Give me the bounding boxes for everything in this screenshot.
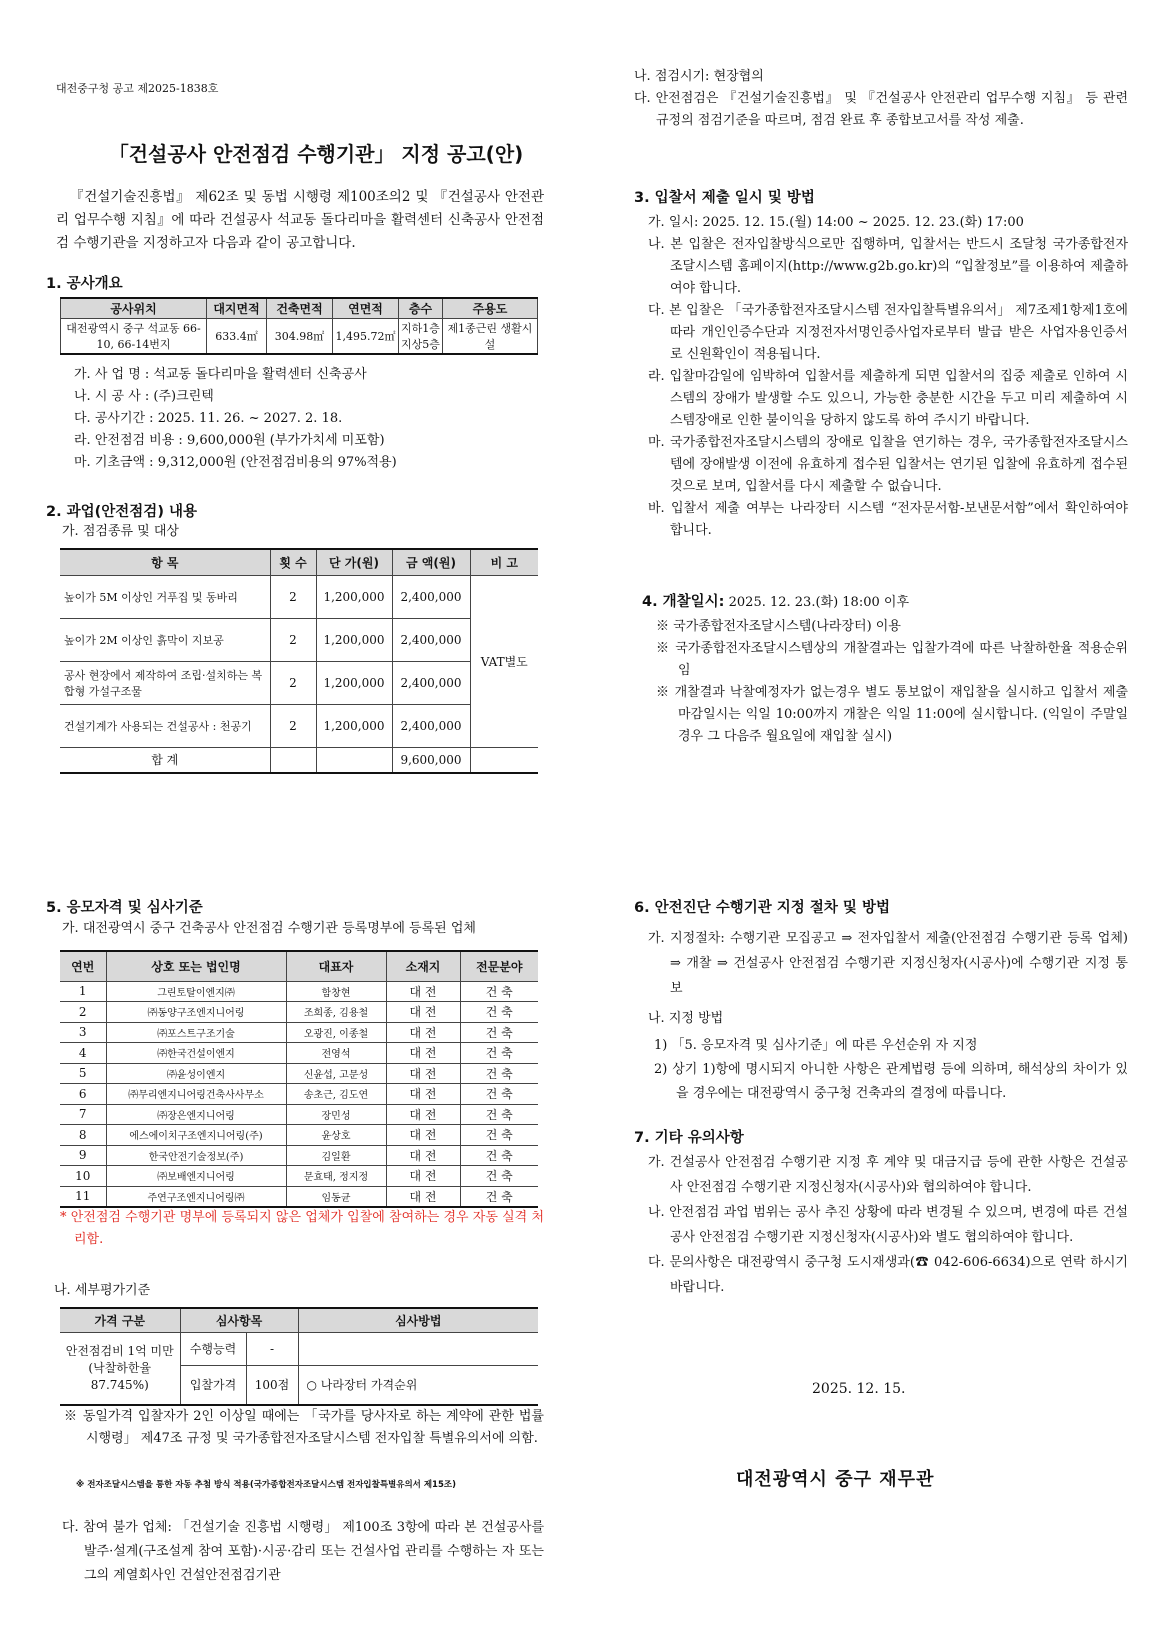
section-6-heading: 6. 안전진단 수행기관 지정 절차 및 방법 — [634, 900, 890, 916]
table-cell: 건 축 — [460, 1125, 538, 1146]
table-header: 가격 구분 — [60, 1308, 180, 1332]
section-4-heading-row — [642, 590, 909, 614]
table-cell: 6 — [60, 1084, 106, 1105]
section-3-heading: 3. 입찰서 제출 일시 및 방법 — [634, 190, 815, 206]
table-cell: 대 전 — [386, 1063, 460, 1084]
table-cell: 건설기계가 사용되는 건설공사 : 천공기 — [60, 704, 270, 747]
tie-rule-note: ※ 동일가격 입찰자가 2인 이상일 때에는 「국가를 당사자로 하는 계약에 관한 법률 시행령」 제47조 규정 및 국가종합전자조달시스템 전자입찰 특별유의서에 의함. — [64, 1409, 544, 1446]
table-cell: 건 축 — [460, 1043, 538, 1064]
table-header: 소재지 — [386, 951, 460, 981]
list-item: 2) 상기 1)항에 명시되지 아니한 사항은 관계법령 등에 의하며, 해석상의 차이가 있을 경우에는 대전광역시 중구청 건축과의 결정에 따릅니다. — [654, 1062, 1128, 1101]
evaluation-criteria-table — [60, 1307, 538, 1406]
designation-method-list — [654, 1034, 1128, 1106]
designation-procedure: 가. 지정절차: 수행기관 모집공고 ⇒ 전자입찰서 제출(안전점검 수행기관 등록 업체) ⇒ 개찰 ⇒ 건설공사 안전점검 수행기관 지정신청자(시공사)에 수행기관 지정 통보 — [648, 931, 1128, 996]
table-header: 연번 — [60, 951, 106, 981]
table-cell: 건 축 — [460, 1002, 538, 1023]
section-5-heading: 5. 응모자격 및 심사기준 — [46, 900, 203, 916]
table-cell: 대 전 — [386, 1186, 460, 1207]
section-4-heading: 4. 개찰일시: — [642, 594, 725, 610]
table-cell: 오광진, 이종철 — [286, 1022, 386, 1043]
list-item: 가. 건설공사 안전점검 수행기관 지정 후 계약 및 대금지급 등에 관한 사항은 건설공사 안전점검 수행기관 지정신청자(시공사)와 협의하여야 합니다. — [648, 1155, 1128, 1195]
table-cell: 2 — [270, 575, 316, 618]
table-cell: 임동균 — [286, 1186, 386, 1207]
table-row — [60, 1104, 538, 1125]
table-row — [60, 1022, 538, 1043]
table-cell: 1,200,000 — [316, 618, 392, 661]
table-cell: 7 — [60, 1104, 106, 1125]
list-item: ※ 개찰결과 낙찰예정자가 없는경우 별도 통보없이 재입찰을 실시하고 입찰서 제출 마감일시는 익일 10:00까지 개찰은 익일 11:00에 실시합니다. (익일이 주말일 경우 그 다음주 월요일에 재입찰 실시) — [656, 685, 1128, 744]
table-header: 비 고 — [470, 549, 538, 575]
table-cell: 대 전 — [386, 1022, 460, 1043]
table-cell: 1,495.72㎡ — [333, 318, 399, 354]
auto-lottery-note: ※ 전자조달시스템을 통한 자동 추첨 방식 적용(국가종합전자조달시스템 전자입찰특별유의서 제15조) — [76, 1480, 456, 1490]
table-cell: 4 — [60, 1043, 106, 1064]
table-cell: ㈜무리엔지니어링건축사사무소 — [106, 1084, 286, 1105]
list-item: 나. 안전점검 과업 범위는 공사 추진 상황에 따라 변경될 수 있으며, 변경에 따른 건설공사 안전점검 수행기관 지정신청자(시공사)와 별도 협의하여야 합니다. — [648, 1205, 1128, 1245]
empty-cell — [270, 747, 316, 773]
table-header: 대표자 — [286, 951, 386, 981]
table-cell: 10 — [60, 1166, 106, 1187]
table-cell: 대 전 — [386, 1084, 460, 1105]
list-item: 다. 본 입찰은 「국가종합전자조달시스템 전자입찰특별유의서」 제7조제1항제1호에 따라 개인인증수단과 지정전자서명인증사업자로부터 발급 받은 사업자용인증서로 신원확인이 적용됩니다. — [648, 303, 1128, 362]
designation-method-sub: 나. 지정 방법 — [648, 1011, 724, 1026]
table-cell: 대 전 — [386, 1104, 460, 1125]
registration-warning: * 안전점검 수행기관 명부에 등록되지 않은 업체가 입찰에 참여하는 경우 자동 실격 처리함. — [60, 1210, 544, 1247]
table-row — [60, 1002, 538, 1023]
table-cell: 신윤섭, 고문성 — [286, 1063, 386, 1084]
table-header: 공사위치 — [61, 298, 207, 318]
section-1-heading: 1. 공사개요 — [46, 276, 123, 292]
table-cell: 대 전 — [386, 1125, 460, 1146]
table-cell: 문효태, 정지정 — [286, 1166, 386, 1187]
table-cell: 대 전 — [386, 1043, 460, 1064]
table-header: 금 액(원) — [392, 549, 470, 575]
table-header: 심사방법 — [298, 1308, 538, 1332]
table-cell: 대전광역시 중구 석교동 66-10, 66-14번지 — [61, 318, 207, 354]
table-cell — [298, 1332, 538, 1365]
section-4-notes — [656, 616, 1128, 748]
table-cell: 높이가 2M 이상인 흙막이 지보공 — [60, 618, 270, 661]
table-cell: 2,400,000 — [392, 618, 470, 661]
table-row — [60, 1084, 538, 1105]
table-row — [60, 1125, 538, 1146]
eval-criteria-sub: 나. 세부평가기준 — [54, 1283, 151, 1298]
table-header: 횟 수 — [270, 549, 316, 575]
section-2-heading: 2. 과업(안전점검) 내용 — [46, 504, 198, 520]
table-cell: ㈜한국건설이엔지 — [106, 1043, 286, 1064]
table-row — [60, 981, 538, 1002]
empty-cell — [470, 747, 538, 773]
list-item: ※ 국가종합전자조달시스템상의 개찰결과는 입찰가격에 따른 낙찰하한율 적용순위임 — [656, 641, 1128, 678]
table-cell: 건 축 — [460, 1063, 538, 1084]
table-cell: ㈜보배엔지니어링 — [106, 1166, 286, 1187]
registered-firms-table — [60, 950, 538, 1208]
table-row — [60, 1186, 538, 1207]
table-cell: 2 — [270, 704, 316, 747]
table-header: 층수 — [399, 298, 443, 318]
table-cell: 건 축 — [460, 1084, 538, 1105]
section-3-list — [648, 212, 1128, 542]
table-cell: 에스에이치구조엔지니어링(주) — [106, 1125, 286, 1146]
table-header: 단 가(원) — [316, 549, 392, 575]
table-cell: 조희종, 김용철 — [286, 1002, 386, 1023]
list-item: 바. 입찰서 제출 여부는 나라장터 시스템 “전자문서함-보낸문서함”에서 확인하여야 합니다. — [648, 501, 1128, 538]
notice-number: 대전중구청 공고 제2025-1838호 — [56, 82, 219, 95]
list-item: 나. 점검시기: 현장협의 — [634, 69, 764, 84]
table-cell: 건 축 — [460, 1104, 538, 1125]
table-cell: 2,400,000 — [392, 575, 470, 618]
table-cell: 633.4㎡ — [207, 318, 267, 354]
table-header: 연면적 — [333, 298, 399, 318]
table-cell: 2 — [270, 661, 316, 704]
opening-date: 2025. 12. 23.(화) 18:00 이후 — [728, 595, 910, 610]
table-cell: 전영석 — [286, 1043, 386, 1064]
section-5-sub: 가. 대전광역시 중구 건축공사 안전점검 수행기관 등록명부에 등록된 업체 — [62, 921, 476, 936]
project-details-list — [74, 364, 544, 474]
table-cell: 윤상호 — [286, 1125, 386, 1146]
section-7-list — [648, 1150, 1128, 1300]
list-item: 다. 문의사항은 대전광역시 중구청 도시재생과(☎ 042-606-6634)으로 연락 하시기 바랍니다. — [648, 1255, 1128, 1295]
table-cell: 대 전 — [386, 981, 460, 1002]
table-cell: 100점 — [246, 1365, 298, 1405]
table-cell: 높이가 5M 이상인 거푸집 및 동바리 — [60, 575, 270, 618]
price-category-cell: 안전점검비 1억 미만 (낙찰하한율 87.745%) — [60, 1332, 180, 1405]
table-cell: 304.98㎡ — [267, 318, 333, 354]
table-cell: 9 — [60, 1145, 106, 1166]
ineligible-firms-note: 다. 참여 불가 업체: 「건설기술 진흥법 시행령」 제100조 3항에 따라 본 건설공사를 발주·설계(구조설계 참여 포함)·시공·감리 또는 건설사업 관리를 수행하는 자 또는 그의 계열회사인 건설안전점검기관 — [62, 1520, 544, 1583]
section-2-continued — [634, 66, 1128, 132]
table-cell: 11 — [60, 1186, 106, 1207]
list-item: 다. 안전점검은 『건설기술진흥법』 및 『건설공사 안전관리 업무수행 지침』 등 관련 규정의 점검기준을 따르며, 점검 완료 후 종합보고서를 작성 제출. — [634, 91, 1128, 128]
table-cell: 3 — [60, 1022, 106, 1043]
table-header: 전문분야 — [460, 951, 538, 981]
table-cell: 제1종근린 생활시설 — [443, 318, 538, 354]
table-cell: 함창현 — [286, 981, 386, 1002]
intro-paragraph: 『건설기술진흥법』 제62조 및 동법 시행령 제100조의2 및 『건설공사 안전관리 업무수행 지침』에 따라 건설공사 석교동 돌다리마을 활력센터 신축공사 안전점검 수행기관을 지정하고자 다음과 같이 공고합니다. — [56, 189, 544, 251]
firms-table-body — [60, 981, 538, 1207]
table-cell: 송초근, 김도연 — [286, 1084, 386, 1105]
list-item: 나. 본 입찰은 전자입찰방식으로만 집행하며, 입찰서는 반드시 조달청 국가종합전자조달시스템 홈페이지(http://www.g2b.go.kr)의 “입찰정보”를 이용하여 제출하여야 합니다. — [648, 237, 1128, 296]
table-cell: 공사 현장에서 제작하여 조립·설치하는 복합형 가설구조물 — [60, 661, 270, 704]
table-row — [60, 1043, 538, 1064]
table-cell: 2,400,000 — [392, 704, 470, 747]
table-header: 심사항목 — [180, 1308, 298, 1332]
inspection-items-table — [60, 548, 538, 774]
empty-cell — [316, 747, 392, 773]
table-cell: ○ 나라장터 가격순위 — [298, 1365, 538, 1405]
table-cell: 주연구조엔지니어링㈜ — [106, 1186, 286, 1207]
table-cell: 건 축 — [460, 1145, 538, 1166]
total-value: 9,600,000 — [392, 747, 470, 773]
table-cell: 1,200,000 — [316, 575, 392, 618]
table-cell: ㈜장은엔지니어링 — [106, 1104, 286, 1125]
table-header: 대지면적 — [207, 298, 267, 318]
table-cell: 그린토탈이엔지㈜ — [106, 981, 286, 1002]
issuing-authority: 대전광역시 중구 재무관 — [736, 1469, 935, 1490]
list-item: 가. 사 업 명 : 석교동 돌다리마을 활력센터 신축공사 — [74, 367, 367, 382]
list-item: 1) 「5. 응모자격 및 심사기준」에 따른 우선순위 자 지정 — [654, 1038, 978, 1053]
list-item: 가. 일시: 2025. 12. 15.(월) 14:00 ~ 2025. 12. 23.(화) 17:00 — [648, 215, 1024, 230]
list-item: 라. 입찰마감일에 임박하여 입찰서를 제출하게 되면 입찰서의 집중 제출로 인하여 시스템의 장애가 발생할 수도 있으니, 가능한 충분한 시간을 두고 미리 제출하여 시스템장애로 인한 불이익을 당하지 않도록 하여 주시기 바랍니다. — [648, 369, 1128, 428]
announcement-date: 2025. 12. 15. — [812, 1381, 906, 1397]
table-cell: 1,200,000 — [316, 661, 392, 704]
table-header: 상호 또는 법인명 — [106, 951, 286, 981]
table-header: 건축면적 — [267, 298, 333, 318]
table-row — [60, 1166, 538, 1187]
table-cell: ㈜윤성이엔지 — [106, 1063, 286, 1084]
document-title: 「건설공사 안전점검 수행기관」 지정 공고(안) — [108, 142, 524, 166]
table-header: 항 목 — [60, 549, 270, 575]
table-cell: 5 — [60, 1063, 106, 1084]
table-cell: 건 축 — [460, 1022, 538, 1043]
table-cell: - — [246, 1332, 298, 1365]
table-cell: 건 축 — [460, 1186, 538, 1207]
table-cell: 2,400,000 — [392, 661, 470, 704]
vat-note-cell: VAT별도 — [470, 575, 538, 747]
table-cell: 김일환 — [286, 1145, 386, 1166]
list-item: 마. 국가종합전자조달시스템의 장애로 입찰을 연기하는 경우, 국가종합전자조달시스템에 장애발생 이전에 유효하게 접수된 입찰서는 연기된 입찰에 유효하게 접수된 것으로 보며, 입찰서를 다시 제출할 수 없습니다. — [648, 435, 1128, 494]
table-cell: 1,200,000 — [316, 704, 392, 747]
table-row — [60, 1063, 538, 1084]
list-item: 나. 시 공 사 : (주)크린텍 — [74, 389, 214, 404]
total-label: 합 계 — [60, 747, 270, 773]
list-item: ※ 국가종합전자조달시스템(나라장터) 이용 — [656, 619, 901, 634]
table-cell: 수행능력 — [180, 1332, 246, 1365]
table-cell: 대 전 — [386, 1145, 460, 1166]
section-2-sub: 가. 점검종류 및 대상 — [62, 524, 179, 539]
table-cell: 2 — [60, 1002, 106, 1023]
section-7-heading: 7. 기타 유의사항 — [634, 1130, 744, 1146]
table-cell: 건 축 — [460, 981, 538, 1002]
table-cell: 지하1층 지상5층 — [399, 318, 443, 354]
table-cell: 건 축 — [460, 1166, 538, 1187]
table-cell: ㈜동양구조엔지니어링 — [106, 1002, 286, 1023]
project-overview-table — [60, 297, 538, 355]
table-cell: 장민성 — [286, 1104, 386, 1125]
list-item: 마. 기초금액 : 9,312,000원 (안전점검비용의 97%적용) — [74, 455, 397, 470]
table-row — [60, 1145, 538, 1166]
list-item: 라. 안전점검 비용 : 9,600,000원 (부가가치세 미포함) — [74, 433, 385, 448]
list-item: 다. 공사기간 : 2025. 11. 26. ~ 2027. 2. 18. — [74, 411, 343, 426]
table-cell: 1 — [60, 981, 106, 1002]
table-cell: 2 — [270, 618, 316, 661]
table-cell: 8 — [60, 1125, 106, 1146]
table-cell: 한국안전기술정보(주) — [106, 1145, 286, 1166]
table-cell: 대 전 — [386, 1166, 460, 1187]
table-cell: 대 전 — [386, 1002, 460, 1023]
table-header: 주용도 — [443, 298, 538, 318]
table-cell: 입찰가격 — [180, 1365, 246, 1405]
table-cell: ㈜포스트구조기술 — [106, 1022, 286, 1043]
